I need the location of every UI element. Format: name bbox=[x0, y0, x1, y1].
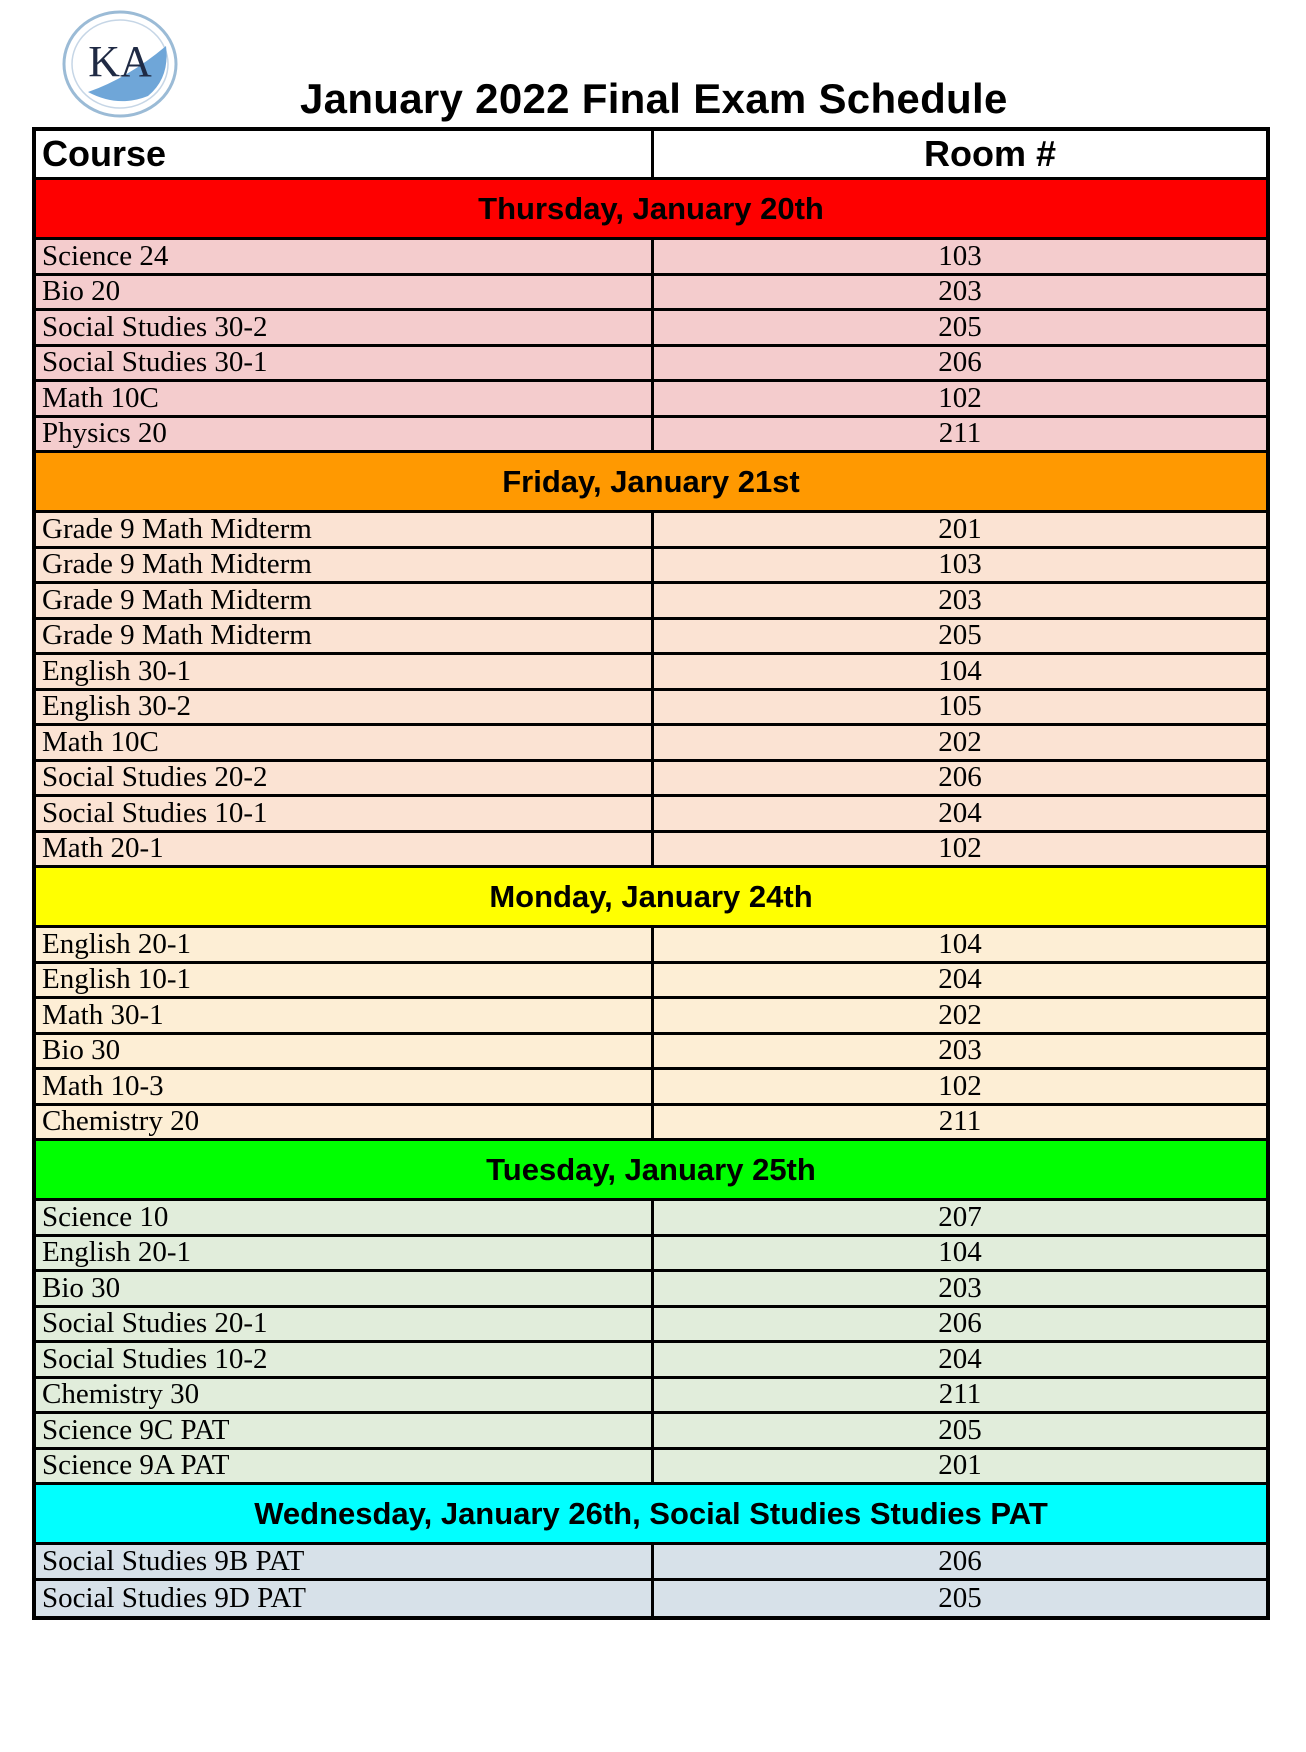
room-cell: 211 bbox=[938, 1378, 982, 1411]
course-cell: Social Studies 9B PAT bbox=[36, 1545, 654, 1578]
room-cell: 102 bbox=[938, 832, 982, 865]
table-row bbox=[36, 1343, 1266, 1379]
room-cell: 205 bbox=[938, 1414, 982, 1446]
table-row bbox=[36, 1035, 1266, 1071]
table-row bbox=[36, 240, 1266, 276]
table-row bbox=[36, 276, 1266, 312]
room-cell: 205 bbox=[938, 1581, 982, 1614]
course-cell: Bio 30 bbox=[36, 1272, 654, 1305]
table-row bbox=[36, 655, 1266, 691]
course-cell: English 20-1 bbox=[36, 1237, 654, 1270]
table-row bbox=[36, 1414, 1266, 1450]
room-cell: 211 bbox=[938, 417, 982, 450]
room-column-header: Room # bbox=[923, 133, 1056, 174]
table-row bbox=[36, 1308, 1266, 1344]
room-cell: 202 bbox=[938, 999, 982, 1031]
course-cell: Math 10C bbox=[36, 726, 654, 759]
table-row bbox=[36, 513, 1266, 549]
course-cell: Physics 20 bbox=[36, 418, 654, 451]
table-row bbox=[36, 418, 1266, 454]
page-title: January 2022 Final Exam Schedule bbox=[300, 75, 1008, 122]
room-cell: 203 bbox=[938, 584, 982, 616]
table-row bbox=[36, 833, 1266, 869]
table-row bbox=[36, 1272, 1266, 1308]
room-cell: 207 bbox=[938, 1201, 982, 1233]
course-cell: Science 10 bbox=[36, 1201, 654, 1234]
school-logo-icon bbox=[58, 8, 182, 120]
room-cell: 206 bbox=[938, 1307, 982, 1340]
room-cell: 211 bbox=[938, 1105, 982, 1138]
table-row bbox=[36, 1237, 1266, 1273]
table-row bbox=[36, 1201, 1266, 1237]
room-cell: 104 bbox=[938, 655, 982, 687]
room-cell: 204 bbox=[938, 797, 982, 829]
table-row bbox=[36, 382, 1266, 418]
course-cell: Social Studies 10-1 bbox=[36, 797, 654, 830]
course-cell: Social Studies 20-2 bbox=[36, 762, 654, 795]
course-cell: Science 24 bbox=[36, 240, 654, 273]
table-row bbox=[36, 726, 1266, 762]
course-cell: Social Studies 10-2 bbox=[36, 1343, 654, 1376]
table-row bbox=[36, 928, 1266, 964]
table-row bbox=[36, 347, 1266, 383]
room-cell: 205 bbox=[938, 311, 982, 343]
room-cell: 203 bbox=[938, 275, 982, 308]
table-row bbox=[36, 964, 1266, 1000]
school-logo bbox=[58, 8, 182, 120]
day-header: Thursday, January 20th bbox=[36, 180, 1266, 240]
room-cell: 103 bbox=[938, 240, 982, 272]
room-cell: 206 bbox=[938, 1545, 982, 1577]
course-cell: Science 9C PAT bbox=[36, 1414, 654, 1447]
day-header: Friday, January 21st bbox=[36, 453, 1266, 513]
room-cell: 104 bbox=[938, 1236, 982, 1269]
course-cell: Grade 9 Math Midterm bbox=[36, 549, 654, 582]
table-row bbox=[36, 797, 1266, 833]
course-cell: Chemistry 20 bbox=[36, 1106, 654, 1139]
table-row bbox=[36, 1070, 1266, 1106]
exam-schedule-table bbox=[32, 127, 1270, 1620]
course-cell: Bio 30 bbox=[36, 1035, 654, 1068]
table-row bbox=[36, 620, 1266, 656]
course-cell: Grade 9 Math Midterm bbox=[36, 513, 654, 546]
table-row bbox=[36, 1545, 1266, 1581]
table-row bbox=[36, 311, 1266, 347]
table-row bbox=[36, 584, 1266, 620]
day-header: Tuesday, January 25th bbox=[36, 1141, 1266, 1201]
table-row bbox=[36, 762, 1266, 798]
room-cell: 104 bbox=[938, 928, 982, 960]
course-cell: English 30-2 bbox=[36, 691, 654, 724]
table-row bbox=[36, 1581, 1266, 1617]
table-row bbox=[36, 549, 1266, 585]
room-cell: 202 bbox=[938, 726, 982, 758]
course-cell: Social Studies 9D PAT bbox=[36, 1581, 654, 1617]
room-cell: 105 bbox=[938, 690, 982, 723]
room-cell: 205 bbox=[938, 619, 982, 652]
day-header: Wednesday, January 26th, Social Studies Studies PAT bbox=[36, 1485, 1266, 1545]
day-header: Monday, January 24th bbox=[36, 868, 1266, 928]
course-cell: Math 20-1 bbox=[36, 833, 654, 866]
course-column-header: Course bbox=[36, 131, 654, 177]
course-cell: Science 9A PAT bbox=[36, 1450, 654, 1483]
room-cell: 201 bbox=[938, 1449, 982, 1482]
room-cell: 203 bbox=[938, 1272, 982, 1304]
course-cell: English 20-1 bbox=[36, 928, 654, 961]
room-cell: 203 bbox=[938, 1034, 982, 1067]
course-cell: Math 10C bbox=[36, 382, 654, 415]
table-header-row bbox=[36, 131, 1266, 180]
course-cell: English 30-1 bbox=[36, 655, 654, 688]
table-row bbox=[36, 691, 1266, 727]
room-cell: 206 bbox=[938, 346, 982, 379]
table-row bbox=[36, 1450, 1266, 1486]
room-cell: 103 bbox=[938, 548, 982, 581]
course-cell: Grade 9 Math Midterm bbox=[36, 620, 654, 653]
table-row bbox=[36, 999, 1266, 1035]
course-cell: Social Studies 20-1 bbox=[36, 1308, 654, 1341]
room-cell: 102 bbox=[938, 1070, 982, 1102]
course-cell: Chemistry 30 bbox=[36, 1379, 654, 1412]
course-cell: English 10-1 bbox=[36, 964, 654, 997]
course-cell: Grade 9 Math Midterm bbox=[36, 584, 654, 617]
course-cell: Math 30-1 bbox=[36, 999, 654, 1032]
table-row bbox=[36, 1106, 1266, 1142]
course-cell: Math 10-3 bbox=[36, 1070, 654, 1103]
room-cell: 206 bbox=[938, 761, 982, 794]
room-cell: 204 bbox=[938, 1343, 982, 1375]
logo-initials: KA bbox=[88, 37, 152, 86]
room-cell: 201 bbox=[938, 513, 982, 545]
course-cell: Social Studies 30-1 bbox=[36, 347, 654, 380]
room-cell: 204 bbox=[938, 963, 982, 996]
table-row bbox=[36, 1379, 1266, 1415]
course-cell: Social Studies 30-2 bbox=[36, 311, 654, 344]
course-cell: Bio 20 bbox=[36, 276, 654, 309]
room-cell: 102 bbox=[938, 382, 982, 414]
